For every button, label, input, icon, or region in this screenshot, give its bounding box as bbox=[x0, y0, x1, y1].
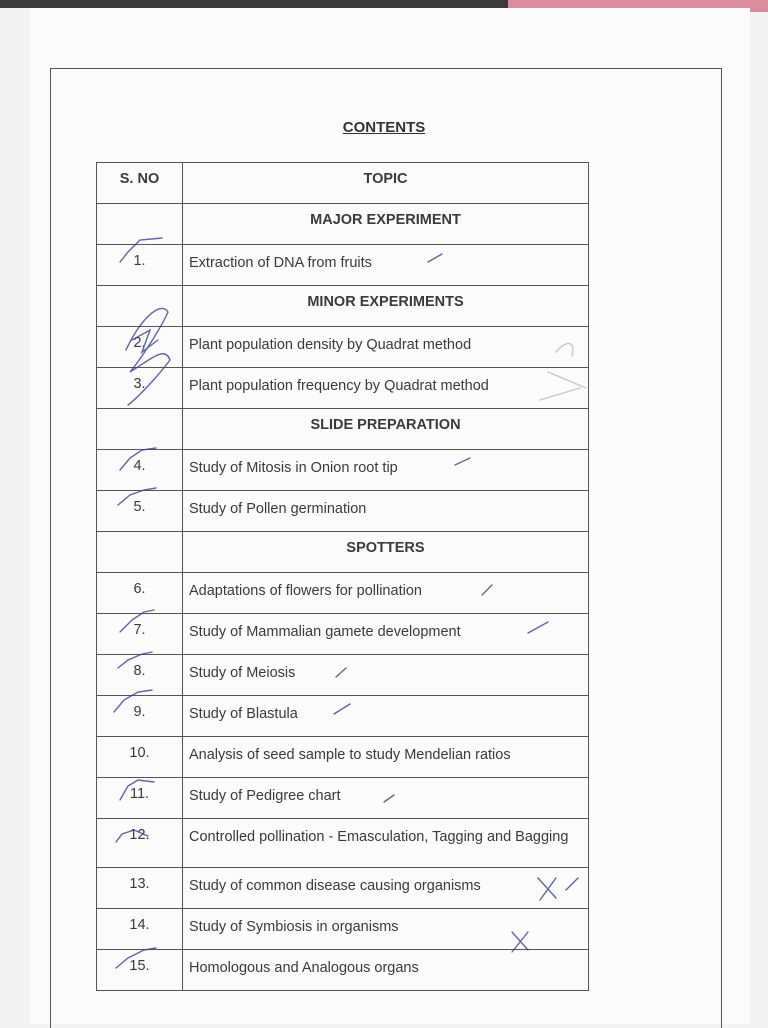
table-row bbox=[97, 909, 589, 950]
topic-cell: Study of Pedigree chart bbox=[183, 778, 589, 819]
section-heading: SPOTTERS bbox=[183, 532, 589, 573]
topic-cell: Plant population density by Quadrat method bbox=[183, 327, 589, 368]
topic-cell: Study of Pollen germination bbox=[183, 491, 589, 532]
table-row bbox=[97, 819, 589, 868]
serial-number bbox=[97, 204, 183, 245]
scanner-top-edge bbox=[0, 0, 768, 8]
section-row bbox=[97, 532, 589, 573]
table-row bbox=[97, 950, 589, 991]
topic-cell: Analysis of seed sample to study Mendelian ratios bbox=[183, 737, 589, 778]
table-row bbox=[97, 696, 589, 737]
table-row bbox=[97, 327, 589, 368]
table-row bbox=[97, 573, 589, 614]
serial-number: 7. bbox=[97, 614, 183, 655]
contents-table bbox=[96, 162, 589, 991]
topic-cell: Study of Blastula bbox=[183, 696, 589, 737]
serial-number: 5. bbox=[97, 491, 183, 532]
serial-number: 15. bbox=[97, 950, 183, 991]
serial-number: 11. bbox=[97, 778, 183, 819]
serial-number: 3. bbox=[97, 368, 183, 409]
topic-cell: Study of Mitosis in Onion root tip bbox=[183, 450, 589, 491]
contents-rows bbox=[97, 204, 589, 991]
serial-number: 12. bbox=[97, 819, 183, 868]
serial-number: 1. bbox=[97, 245, 183, 286]
topic-cell: Controlled pollination - Emasculation, Tagging and Bagging bbox=[183, 819, 589, 868]
section-row bbox=[97, 204, 589, 245]
serial-number: 2. bbox=[97, 327, 183, 368]
table-row bbox=[97, 778, 589, 819]
serial-number: 9. bbox=[97, 696, 183, 737]
serial-number: 13. bbox=[97, 868, 183, 909]
header-row bbox=[97, 163, 589, 204]
serial-number: 10. bbox=[97, 737, 183, 778]
serial-number: 14. bbox=[97, 909, 183, 950]
section-heading: MINOR EXPERIMENTS bbox=[183, 286, 589, 327]
serial-number: 8. bbox=[97, 655, 183, 696]
topic-cell: Study of Symbiosis in organisms bbox=[183, 909, 589, 950]
contents-title: CONTENTS bbox=[342, 119, 426, 136]
table-row bbox=[97, 368, 589, 409]
section-row bbox=[97, 286, 589, 327]
topic-cell: Homologous and Analogous organs bbox=[183, 950, 589, 991]
topic-header: TOPIC bbox=[183, 163, 589, 204]
sno-header: S. NO bbox=[97, 163, 183, 204]
serial-number bbox=[97, 532, 183, 573]
topic-cell: Extraction of DNA from fruits bbox=[183, 245, 589, 286]
table-row bbox=[97, 245, 589, 286]
table-row bbox=[97, 737, 589, 778]
table-row bbox=[97, 491, 589, 532]
topic-cell: Study of common disease causing organisms bbox=[183, 868, 589, 909]
section-heading: SLIDE PREPARATION bbox=[183, 409, 589, 450]
serial-number bbox=[97, 409, 183, 450]
table-row bbox=[97, 868, 589, 909]
table-row bbox=[97, 614, 589, 655]
serial-number bbox=[97, 286, 183, 327]
section-row bbox=[97, 409, 589, 450]
topic-cell: Study of Mammalian gamete development bbox=[183, 614, 589, 655]
serial-number: 6. bbox=[97, 573, 183, 614]
table-row bbox=[97, 655, 589, 696]
section-heading: MAJOR EXPERIMENT bbox=[183, 204, 589, 245]
topic-cell: Study of Meiosis bbox=[183, 655, 589, 696]
topic-cell: Plant population frequency by Quadrat method bbox=[183, 368, 589, 409]
serial-number: 4. bbox=[97, 450, 183, 491]
table-row bbox=[97, 450, 589, 491]
topic-cell: Adaptations of flowers for pollination bbox=[183, 573, 589, 614]
